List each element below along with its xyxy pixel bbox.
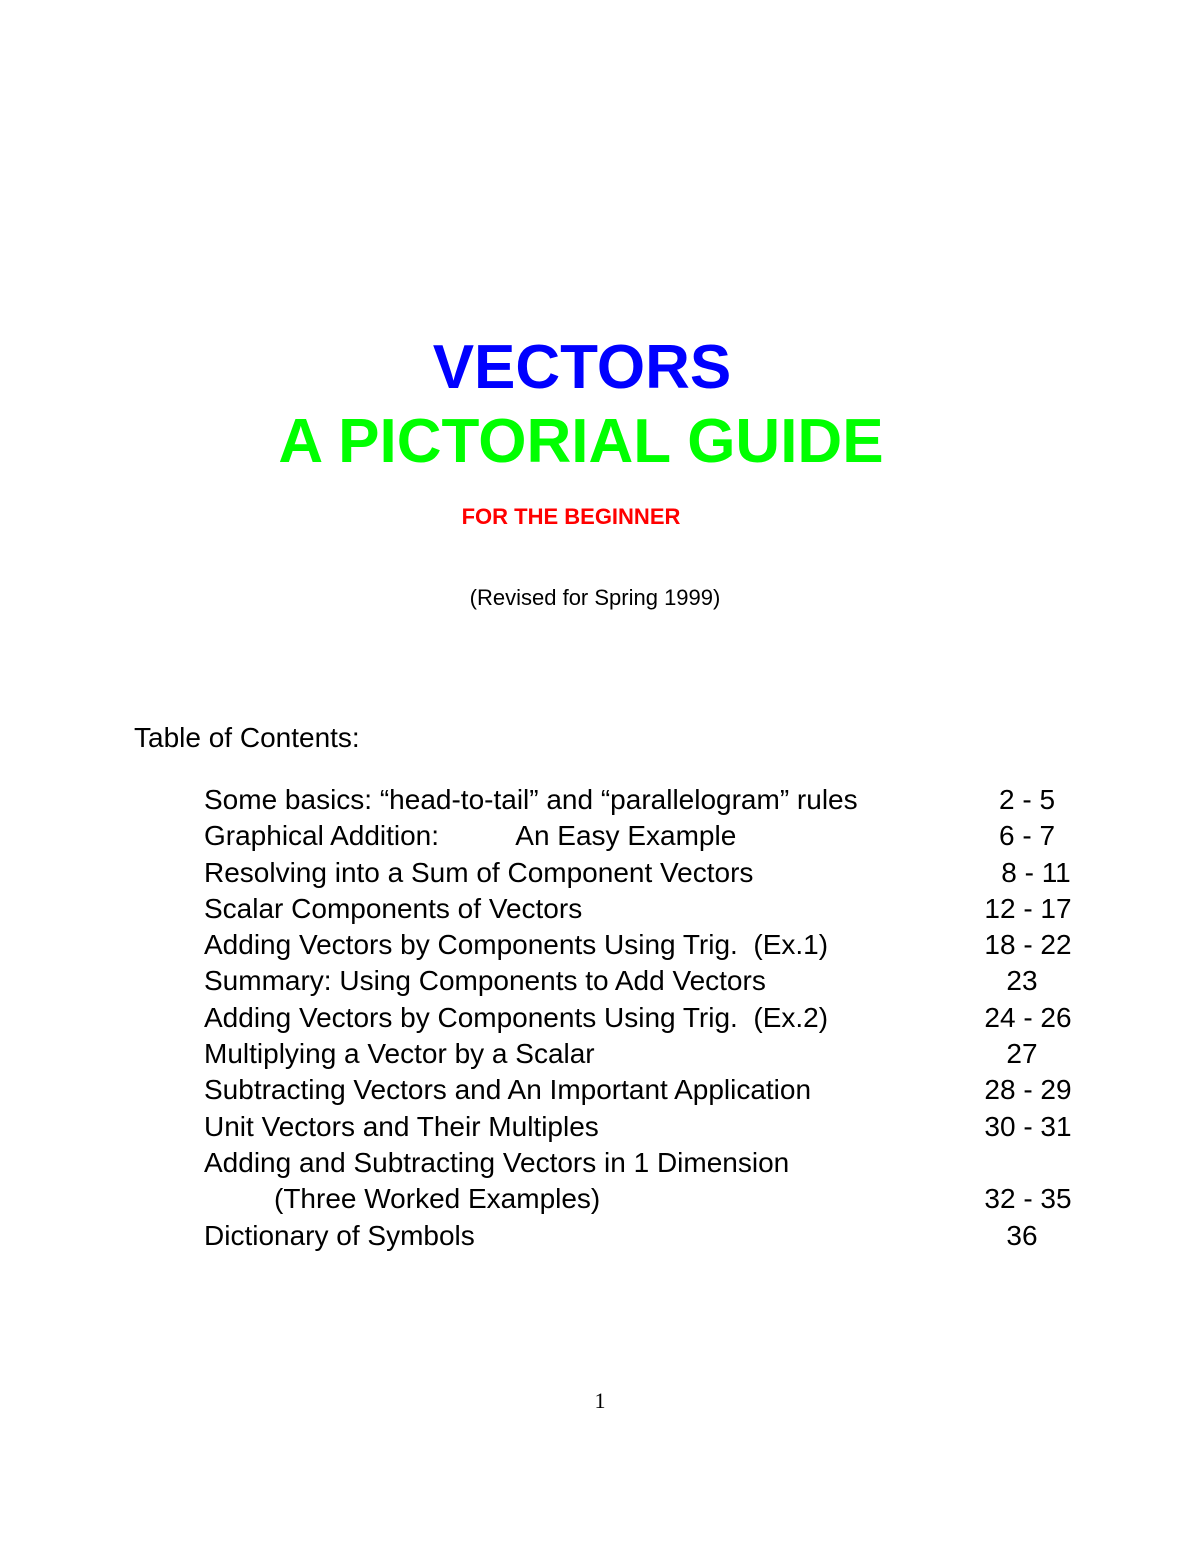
toc-entry bbox=[0, 927, 1200, 963]
toc-entry bbox=[0, 1181, 1200, 1217]
toc-entry bbox=[0, 1218, 1200, 1254]
toc-entry bbox=[0, 1145, 1200, 1181]
toc-entry-title: Graphical Addition: An Easy Example bbox=[204, 820, 737, 851]
revision-note: (Revised for Spring 1999) bbox=[469, 585, 721, 610]
document-tagline: FOR THE BEGINNER bbox=[461, 504, 681, 529]
toc-entry-title: Multiplying a Vector by a Scalar bbox=[204, 1038, 595, 1069]
toc-entry-pages: 18 - 22 bbox=[984, 929, 1072, 960]
page-number: 1 bbox=[594, 1388, 606, 1413]
toc-entry bbox=[0, 963, 1200, 999]
toc-entry-pages: 2 - 5 bbox=[998, 784, 1056, 815]
toc-entry bbox=[0, 782, 1200, 818]
toc-entry bbox=[0, 1072, 1200, 1108]
toc-entry-title: Resolving into a Sum of Component Vectors bbox=[204, 857, 754, 888]
toc-entry-title: Dictionary of Symbols bbox=[204, 1220, 475, 1251]
toc-entry-title: Summary: Using Components to Add Vectors bbox=[204, 965, 766, 996]
toc-entry bbox=[0, 891, 1200, 927]
toc-entry-title: Unit Vectors and Their Multiples bbox=[204, 1111, 599, 1142]
toc-entry-title: Some basics: “head-to-tail” and “parallelogram” rules bbox=[204, 784, 858, 815]
toc-entry-title: (Three Worked Examples) bbox=[274, 1183, 601, 1214]
toc-entry-pages: 30 - 31 bbox=[984, 1111, 1072, 1142]
toc-entry-title: Adding and Subtracting Vectors in 1 Dimension bbox=[204, 1147, 790, 1178]
toc-entry bbox=[0, 818, 1200, 854]
document-subtitle: A PICTORIAL GUIDE bbox=[278, 407, 884, 476]
toc-entry-title: Subtracting Vectors and An Important Application bbox=[204, 1074, 812, 1105]
toc-entry-pages: 24 - 26 bbox=[984, 1002, 1072, 1033]
toc-entry bbox=[0, 1036, 1200, 1072]
toc-entry bbox=[0, 1000, 1200, 1036]
toc-entry bbox=[0, 855, 1200, 891]
toc-entry-title: Adding Vectors by Components Using Trig. (Ex.2) bbox=[204, 1002, 829, 1033]
toc-entry-pages: 28 - 29 bbox=[984, 1074, 1072, 1105]
toc-entry bbox=[0, 1109, 1200, 1145]
toc-entry-pages: 6 - 7 bbox=[998, 820, 1056, 851]
toc-entry-pages: 36 bbox=[1006, 1220, 1038, 1251]
toc-heading: Table of Contents: bbox=[134, 722, 360, 753]
toc-entry-title: Adding Vectors by Components Using Trig. (Ex.1) bbox=[204, 929, 829, 960]
toc-entry-pages: 32 - 35 bbox=[984, 1183, 1072, 1214]
toc-entry-pages: 27 bbox=[1006, 1038, 1038, 1069]
document-title: VECTORS bbox=[432, 333, 732, 402]
toc-entry-title: Scalar Components of Vectors bbox=[204, 893, 583, 924]
toc-entry-pages: 8 - 11 bbox=[1001, 857, 1071, 888]
toc-entry-pages: 12 - 17 bbox=[984, 893, 1072, 924]
toc-entry-pages: 23 bbox=[1006, 965, 1038, 996]
